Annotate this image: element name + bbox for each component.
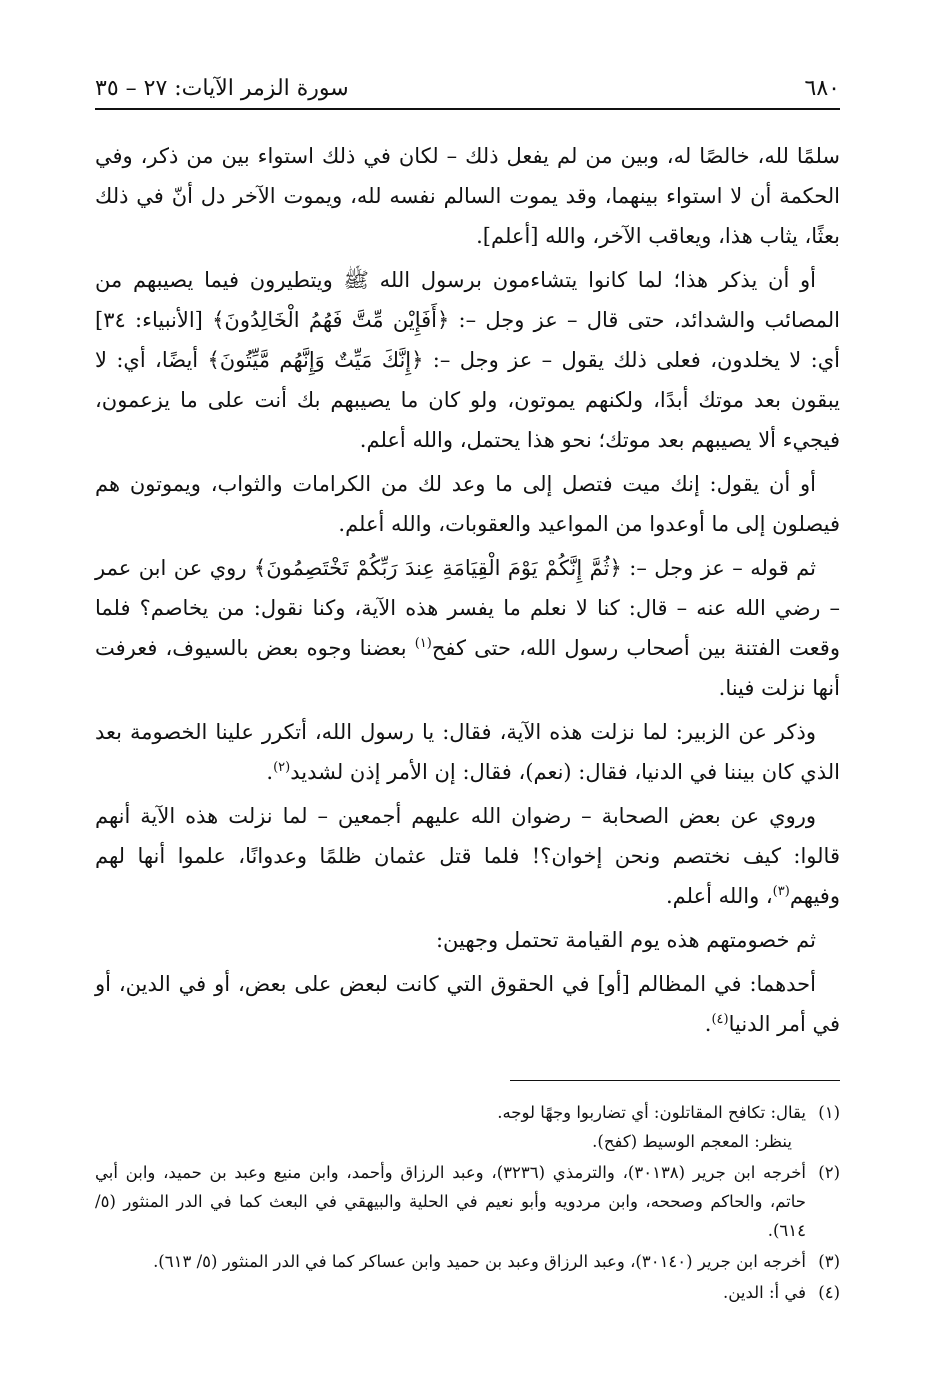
footnotes <box>95 1098 840 1309</box>
text-run: أو أن يقول: إنك ميت فتصل إلى ما وعد لك من الكرامات والثواب، ويموتون هم فيصلون إلى ما أوعدوا من المواعيد والعقوبات، والله أعلم. <box>95 472 840 536</box>
text-run: وروي عن بعض الصحابة – رضوان الله عليهم أجمعين – لما نزلت هذه الآية أنهم قالوا: كيف نختصم ونحن إخوان؟! فلما قتل عثمان ظلمًا وعدوانًا، علموا أنها لهم وفيهم <box>95 804 840 908</box>
text-run: ، والله أعلم. <box>665 884 773 908</box>
paragraph <box>95 260 840 460</box>
quran-verse: ﴿أَفَإِيْن مِّتَّ فَهُمُ الْخَالِدُونَ﴾ <box>212 308 450 332</box>
footnote-ref: (٣) <box>772 884 790 899</box>
footnote-ref: (١) <box>414 636 432 651</box>
footnote-line: في أ: الدين. <box>723 1283 806 1302</box>
footnote-ref: (٢) <box>273 760 291 775</box>
page-number: ٦٨٠ <box>804 76 840 101</box>
footnote <box>95 1247 840 1276</box>
paragraph <box>95 136 840 256</box>
text-run: . <box>704 1012 712 1036</box>
text-run: ثم قوله – عز وجل –: <box>621 556 817 580</box>
text-run: بعضنا وجوه بعض بالسيوف، فعرفت أنها نزلت فينا. <box>95 636 840 700</box>
footnote-line: أخرجه ابن جرير (٣٠١٤٠)، وعبد الرزاق وعبد بن حميد وابن عساكر كما في الدر المنثور (٥/ ٦١٣). <box>153 1252 806 1271</box>
text-run: . <box>266 760 274 784</box>
paragraph <box>95 920 840 960</box>
text-run: أو أن يذكر هذا؛ لما كانوا يتشاءمون برسول الله ﷺ ويتطيرون فيما يصيبهم من المصائب والشدائد، حتى قال – عز وجل –: <box>95 268 840 332</box>
quran-verse: ﴿إِنَّكَ مَيِّتٌ وَإِنَّهُم مَّيِّتُونَ﴾ <box>207 348 424 372</box>
footnote-number: (٤) <box>818 1283 840 1302</box>
quran-verse: ﴿ثُمَّ إِنَّكُمْ يَوْمَ الْقِيَامَةِ عِندَ رَبِّكُمْ تَخْتَصِمُونَ﴾ <box>253 556 622 580</box>
footnote <box>95 1098 840 1156</box>
footnote-number: (٢) <box>818 1163 840 1182</box>
footnote-body <box>95 1247 806 1276</box>
text-run: [الأنبياء: ٣٤] أي: لا يخلدون، فعلى ذلك يقول – عز وجل –: <box>95 308 840 372</box>
text-run: سلمًا لله، خالصًا له، وبين من لم يفعل ذلك – لكان في ذلك استواء بين من ذكر، وفي الحكمة أن لا استواء بينهما، وقد يموت السالم نفسه لله، ويموت الآخر دل أنّ في ذلك بعثًا، يثاب هذا، ويعاقب الآخر، والله [أعلم]. <box>95 144 840 248</box>
footnote-ref: (٤) <box>711 1012 729 1027</box>
footnote-number: (٣) <box>818 1252 840 1271</box>
paragraph <box>95 796 840 916</box>
footnote-line: أخرجه ابن جرير (٣٠١٣٨)، والترمذي (٣٢٣٦)، وعبد الرزاق وأحمد، وابن منيع وعبد بن حميد، وابن أبي حاتم، والحاكم وصححه، وابن مردويه وأبو نعيم في الحلية والبيهقي في البعث كما في الدر المنثور (٥/ ٦١٤). <box>95 1163 806 1240</box>
footnote-body <box>95 1158 806 1245</box>
page-header <box>95 68 840 110</box>
footnote-body <box>95 1098 806 1156</box>
text-run: ثم خصومتهم هذه يوم القيامة تحتمل وجهين: <box>435 928 816 952</box>
footnote-body <box>95 1278 806 1307</box>
paragraph <box>95 548 840 708</box>
main-text <box>95 136 840 1044</box>
running-title: سورة الزمر الآيات: ٢٧ – ٣٥ <box>95 76 349 101</box>
text-run: أيضًا، أي: لا يبقون بعد موتك أبدًا، ولكنهم يموتون، ولو كان ما يصيبهم بك أنت على ما يزعمون، فيجيء ألا يصيبهم بعد موتك؛ نحو هذا يحتمل، والله أعلم. <box>95 348 840 452</box>
footnote-line: ينظر: المعجم الوسيط (كفح). <box>592 1132 792 1151</box>
footnote-line: يقال: تكافح المقاتلون: أي تضاربوا وجهًا لوجه. <box>497 1103 806 1122</box>
text-run: وذكر عن الزبير: لما نزلت هذه الآية، فقال: يا رسول الله، أتكرر علينا الخصومة بعد الذي كان بيننا في الدنيا، فقال: (نعم)، فقال: إن الأمر إذن لشديد <box>95 720 840 784</box>
paragraph <box>95 464 840 544</box>
paragraph <box>95 964 840 1044</box>
footnote <box>95 1278 840 1307</box>
footnote-separator <box>510 1080 840 1081</box>
text-run: روي عن ابن عمر – رضي الله عنه – قال: كنا لا نعلم ما يفسر هذه الآية، وكنا نقول: من يخاصم؟ فلما وقعت الفتنة بين أصحاب رسول الله، حتى كفح <box>95 556 840 660</box>
footnote <box>95 1158 840 1245</box>
footnote-number: (١) <box>818 1103 840 1122</box>
book-page <box>95 68 840 1328</box>
paragraph <box>95 712 840 792</box>
text-run: أحدهما: في المظالم [أو] في الحقوق التي كانت لبعض على بعض، أو في الدين، أو في أمر الدنيا <box>95 972 840 1036</box>
